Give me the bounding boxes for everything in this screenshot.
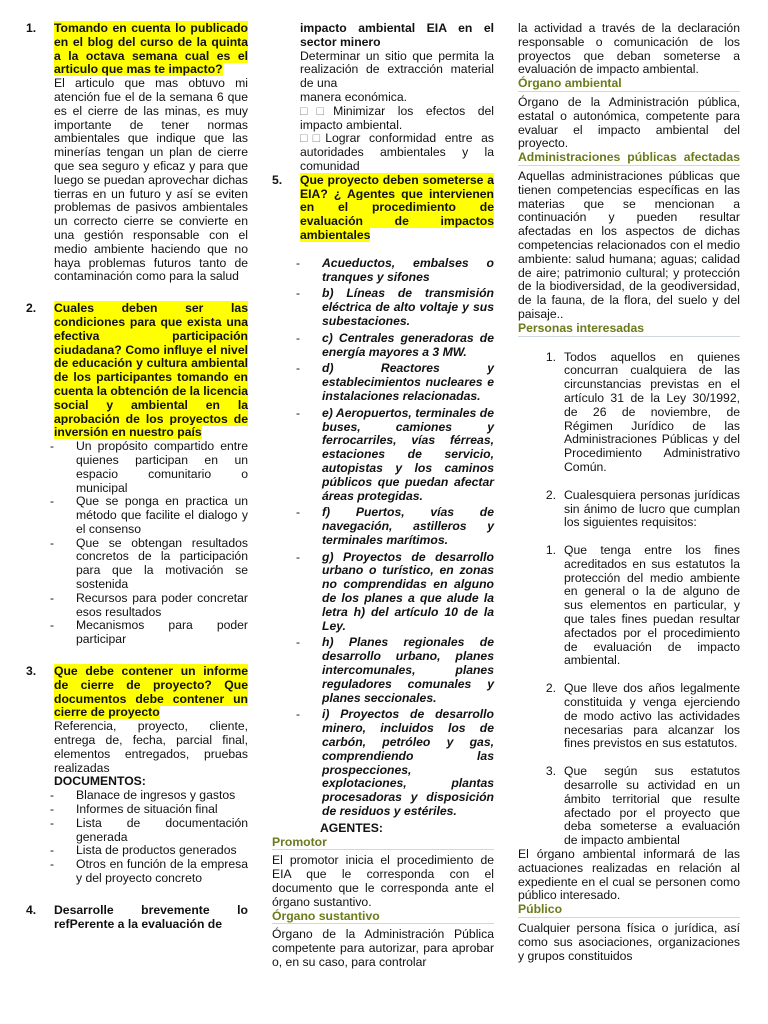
bullet-dash: - — [50, 843, 55, 858]
participation-conditions-list — [26, 440, 248, 647]
interested-parties-list — [518, 351, 740, 531]
section-heading-organo-sustantivo: Órgano sustantivo — [272, 910, 494, 925]
list-item-text: e) Aeropuertos, terminales de buses, camiones y ferrocarriles, vías férreas, estaciones de servicio, autopistas y los caminos públicos que puedan afectar áreas protegidas. — [322, 405, 494, 503]
question-title: Desarrolle brevemente lo refPerente a la evaluación de — [54, 902, 248, 931]
list-item — [50, 495, 248, 536]
list-item-text: Acueductos, embalses o tranques y sifones — [322, 255, 494, 284]
bullet-glyph: □□ — [300, 103, 334, 118]
numbered-item — [526, 765, 740, 848]
item-number: 3. — [545, 764, 556, 779]
bullet-dash: - — [50, 618, 55, 633]
question-title: Que proyecto deben someterse a EIA? ¿ Agentes que intervienen en el procedimiento de evaluación de impactos ambientales — [300, 172, 494, 242]
requirements-list — [518, 544, 740, 848]
documents-list — [26, 789, 248, 886]
question-5 — [272, 174, 494, 243]
list-item-text: Lista de documentación generada — [76, 815, 248, 844]
item-text: Que tenga entre los fines acreditados en sus estatutos la protección del medio ambiente en general o la de alguno de sus elementos en particular, y que tales fines puedan resultar afectados por el procedimiento de evaluación de impacto ambiental. — [564, 543, 740, 668]
item-number: 1. — [545, 543, 556, 558]
answer-paragraph — [300, 105, 494, 133]
question-number: 1. — [26, 21, 37, 35]
column-1 — [26, 22, 248, 931]
list-item — [296, 551, 494, 634]
question-number: 5. — [272, 172, 283, 187]
question-number: 3. — [26, 664, 37, 679]
question-title: Que debe contener un informe de cierre de proyecto? Que documentos debe contener un cierre de proyecto — [54, 664, 248, 720]
question-number: 2. — [26, 301, 37, 316]
section-heading-administraciones: Administraciones públicas afectadas — [518, 150, 740, 165]
column-2 — [272, 22, 494, 970]
list-item — [296, 708, 494, 818]
column-3 — [518, 22, 740, 963]
question-4 — [26, 904, 248, 932]
list-item — [50, 844, 248, 858]
bullet-dash: - — [296, 330, 301, 345]
list-item-text: Mecanismos para poder participar — [76, 618, 248, 647]
list-item-text: h) Planes regionales de desarrollo urbano, planes intercomunales, planes reguladores comunales y planes seccionales. — [322, 635, 494, 705]
section-text: Órgano de la Administración pública, estatal o autonómica, competente para evaluar el impacto ambiental del proyecto. — [518, 94, 740, 151]
bullet-dash: - — [296, 405, 301, 420]
bullet-dash: - — [50, 788, 55, 803]
question-number: 4. — [26, 902, 37, 917]
answer-paragraph — [300, 132, 494, 173]
projects-list — [272, 257, 494, 819]
bullet-glyph: □□ — [300, 131, 326, 146]
list-item — [296, 407, 494, 504]
list-item — [296, 332, 494, 360]
question-title: Tomando en cuenta lo publicado en el blog del curso de la quinta a la octava semana cual es el articulo que mas te impacto? — [54, 21, 248, 77]
item-text: Que según sus estatutos desarrolle su actividad en un ámbito territorial que resulte afectado por el proyecto que deba someterse a evaluación de impacto ambiental — [564, 764, 740, 848]
bullet-dash: - — [296, 505, 301, 520]
bullet-dash: - — [296, 255, 301, 270]
answer-paragraph: Determinar un sitio que permita la realización de extracción material de una — [300, 48, 494, 91]
bullet-dash: - — [50, 439, 55, 454]
numbered-item — [526, 489, 740, 530]
section-heading-organo-ambiental: Órgano ambiental — [518, 77, 740, 92]
question-title-continued: impacto ambiental EIA en el sector minero — [300, 21, 494, 49]
list-item — [296, 362, 494, 403]
bullet-dash: - — [296, 361, 301, 376]
numbered-item — [526, 544, 740, 668]
list-item — [296, 287, 494, 328]
list-item — [50, 858, 248, 886]
bullet-dash: - — [296, 549, 301, 564]
section-heading-publico: Público — [518, 903, 740, 918]
bullet-dash: - — [50, 857, 55, 872]
question-2 — [26, 302, 248, 440]
numbered-item — [526, 351, 740, 475]
bullet-dash: - — [296, 286, 301, 301]
agentes-label: AGENTES: — [320, 820, 383, 835]
item-text: Todos aquellos en quienes concurran cualquiera de las circunstancias previstas en el artículo 31 de la Ley 30/1992, de 26 de noviembre, de Régimen Jurídico de las Administraciones Públicas y del Procedimiento Administrativo Común. — [564, 349, 740, 474]
bullet-dash: - — [50, 494, 55, 509]
list-item-text: Recursos para poder concretar esos resultados — [76, 590, 248, 619]
list-item — [50, 592, 248, 620]
list-item — [50, 803, 248, 817]
list-item-text: d) Reactores y establecimientos nucleares e instalaciones relacionadas. — [322, 361, 494, 403]
list-item-text: Otros en función de la empresa y del proyecto concreto — [76, 857, 248, 886]
bullet-dash: - — [296, 707, 301, 722]
answer-text: Lograr conformidad entre as autoridades ambientales y la comunidad — [300, 131, 494, 173]
section-heading-personas-interesadas: Personas interesadas — [518, 322, 740, 337]
answer-paragraph: Referencia, proyecto, cliente, entrega de, fecha, parcial final, elementos entregados, pruebas realizadas — [54, 719, 248, 775]
list-item — [296, 257, 494, 285]
section-text: Cualquier persona física o jurídica, así como sus asociaciones, organizaciones y grupos constituidos — [518, 921, 740, 963]
answer-paragraph: El articulo que mas obtuvo mi atención fue el de la semana 6 que es el cierre de las minas, es muy importante de tener normas ambientales que indique que las minerías tengan un plan de cierre que sea seguro y eficaz y para que luego se puedan aprovechar dichas tierras en un futuro y así se eviten problemas de pasivos ambientales un correcto cierre se convierte en una gestión responsable con el medio ambiente haciendo que no haya problemas futuros tanto de contaminación como para la salud — [54, 76, 248, 284]
list-item-text: Informes de situación final — [76, 802, 218, 817]
question-1 — [26, 22, 248, 77]
bullet-dash: - — [50, 590, 55, 605]
numbered-item — [526, 682, 740, 751]
section-text: Órgano de la Administración Pública competente para autorizar, para aprobar o, en su caso, para controlar — [272, 927, 494, 969]
list-item-text: f) Puertos, vías de navegación, astilleros y terminales marítimos. — [322, 505, 494, 547]
list-item — [50, 789, 248, 803]
list-item-text: Lista de productos generados — [76, 843, 237, 858]
list-item — [50, 440, 248, 495]
list-item-text: b) Líneas de transmisión eléctrica de alto voltaje y sus subestaciones. — [322, 286, 494, 328]
item-number: 2. — [545, 487, 556, 502]
section-text: El órgano ambiental informará de las actuaciones realizadas en relación al expediente en el cual se personen como público interesado. — [518, 847, 740, 903]
documents-label: DOCUMENTOS: — [54, 774, 146, 789]
item-text: Que lleve dos años legalmente constituida y venga ejerciendo de modo activo las actividades necesarias para alcanzar los fines previstos en sus estatutos. — [564, 681, 740, 751]
list-item — [50, 619, 248, 647]
section-text: El promotor inicia el procedimiento de EIA que le corresponda con el documento que le corresponda ante el órgano sustantivo. — [272, 853, 494, 909]
list-item — [296, 636, 494, 705]
item-number: 2. — [545, 681, 556, 696]
list-item — [50, 817, 248, 845]
list-item-text: Que se ponga en practica un método que facilite el dialogo y el consenso — [76, 494, 248, 536]
answer-text: Minimizar los efectos del impacto ambiental. — [300, 103, 494, 132]
bullet-dash: - — [50, 802, 55, 817]
list-item-text: g) Proyectos de desarrollo urbano o turístico, en zonas no comprendidas en alguno de los planes a que alude la letra h) del artículo 10 de la Ley. — [322, 549, 494, 633]
section-heading-promotor: Promotor — [272, 836, 494, 851]
bullet-dash: - — [50, 535, 55, 550]
item-text: Cualesquiera personas jurídicas sin ánimo de lucro que cumplan los siguientes requisitos: — [564, 487, 740, 530]
section-text: la actividad a través de la declaración responsable o comunicación de los proyectos que deban someterse a evaluación de impacto ambiental. — [518, 21, 740, 77]
list-item-text: i) Proyectos de desarrollo minero, incluidos los de carbón, petróleo y gas, comprendiendo las prospecciones, explotaciones, plantas procesadoras y disposición de residuos y estériles. — [322, 707, 494, 819]
question-title: Cuales deben ser las condiciones para que exista una efectiva participación ciudadana? Como influye el nivel de educación y cultura ambiental de los participantes tomando en cuenta la obtención de la licencia social y ambiental en la aprobación de los proyectos de inversión en nuestro país — [54, 301, 248, 440]
list-item-text: Blanace de ingresos y gastos — [76, 788, 236, 803]
section-text: Aquellas administraciones públicas que tienen competencias específicas en las materias que se mencionan a continuación y pueden resultar afectadas en los aspectos de dichas competencias relacionados con el medio ambiente: salud humana; aguas; calidad de aire; patrimonio cultural; y protección de la biodiversidad, de la geodiversidad, de la fauna, de la flora, del suelo y del paisaje.. — [518, 168, 740, 321]
bullet-dash: - — [296, 635, 301, 650]
bullet-dash: - — [50, 815, 55, 830]
list-item — [296, 506, 494, 547]
question-3 — [26, 665, 248, 720]
list-item-text: Que se obtengan resultados concretos de la participación para que la motivación se sostenida — [76, 535, 248, 592]
answer-paragraph: manera económica. — [300, 89, 408, 104]
list-item-text: c) Centrales generadoras de energía mayores a 3 MW. — [322, 330, 494, 359]
list-item-text: Un propósito compartido entre quienes participan en un espacio comunitario o municipal — [76, 439, 248, 495]
item-number: 1. — [545, 349, 556, 364]
list-item — [50, 537, 248, 592]
